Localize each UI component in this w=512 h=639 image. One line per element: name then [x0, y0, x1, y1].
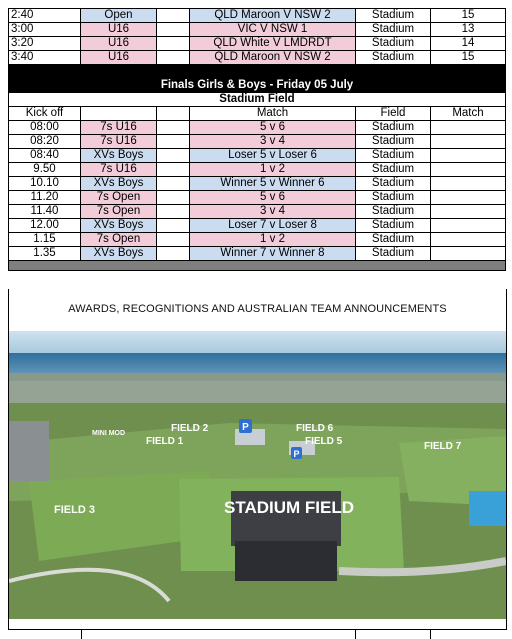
kickoff-time: 08:20 — [9, 135, 81, 149]
category: XVs Boys — [81, 219, 157, 233]
match-number — [431, 149, 506, 163]
blank-cell — [157, 51, 190, 65]
category: XVs Boys — [81, 177, 157, 191]
label-field-5: FIELD 5 — [305, 436, 343, 447]
blank-cell — [157, 163, 190, 177]
match-cell: Loser 5 v Loser 6 — [190, 149, 356, 163]
blank-cell — [157, 191, 190, 205]
match-number — [431, 121, 506, 135]
table-row — [9, 247, 506, 261]
match-cell: VIC V NSW 1 — [190, 23, 356, 37]
match-cell: Winner 7 v Winner 8 — [190, 247, 356, 261]
match-cell: QLD White V LMDRDT — [190, 37, 356, 51]
label-field-6: FIELD 6 — [296, 423, 334, 434]
match-cell: Loser 7 v Loser 8 — [190, 219, 356, 233]
match-cell: 5 v 6 — [190, 121, 356, 135]
category: 7s U16 — [81, 163, 157, 177]
header-field: Field — [356, 107, 431, 121]
match-number: 14 — [431, 37, 506, 51]
field-cell: Stadium — [356, 51, 431, 65]
match-number — [431, 191, 506, 205]
category: Open — [81, 9, 157, 23]
match-cell: 3 v 4 — [190, 205, 356, 219]
table-row — [9, 191, 506, 205]
column-tick — [81, 629, 82, 639]
label-field-1: FIELD 1 — [146, 436, 184, 447]
table-row — [9, 163, 506, 177]
blank-cell — [157, 205, 190, 219]
header-blank-2 — [157, 107, 190, 121]
finals-title: Finals Girls & Boys - Friday 05 July — [9, 79, 506, 93]
blank-cell — [157, 247, 190, 261]
kickoff-time: 11.40 — [9, 205, 81, 219]
spacer-bar — [9, 65, 506, 79]
category: U16 — [81, 37, 157, 51]
match-cell: 1 v 2 — [190, 163, 356, 177]
field-cell: Stadium — [356, 135, 431, 149]
kickoff-time: 2:40 — [9, 9, 81, 23]
header-match: Match — [190, 107, 356, 121]
match-number — [431, 233, 506, 247]
parking-label-1: P — [242, 422, 249, 433]
category: XVs Boys — [81, 149, 157, 163]
category: 7s Open — [81, 233, 157, 247]
category: 7s Open — [81, 205, 157, 219]
field-cell: Stadium — [356, 149, 431, 163]
kickoff-time: 9.50 — [9, 163, 81, 177]
header-match-2: Match — [431, 107, 506, 121]
table-row — [9, 23, 506, 37]
category: XVs Boys — [81, 247, 157, 261]
kickoff-time: 3:00 — [9, 23, 81, 37]
kickoff-time: 3:20 — [9, 37, 81, 51]
parking-label-2: P — [293, 449, 300, 459]
category: 7s U16 — [81, 135, 157, 149]
field-cell: Stadium — [356, 233, 431, 247]
match-cell: 3 v 4 — [190, 135, 356, 149]
column-tick — [355, 629, 356, 639]
category: U16 — [81, 23, 157, 37]
match-number: 13 — [431, 23, 506, 37]
match-number — [431, 163, 506, 177]
category: U16 — [81, 51, 157, 65]
match-cell: QLD Maroon V NSW 2 — [190, 9, 356, 23]
table-row — [9, 205, 506, 219]
table-row — [9, 51, 506, 65]
field-cell: Stadium — [356, 9, 431, 23]
blank-cell — [157, 177, 190, 191]
schedule-page — [8, 8, 505, 271]
table-row — [9, 135, 506, 149]
kickoff-time: 1.15 — [9, 233, 81, 247]
kickoff-time: 3:40 — [9, 51, 81, 65]
field-cell: Stadium — [356, 163, 431, 177]
match-number — [431, 135, 506, 149]
awards-section — [8, 289, 507, 630]
match-number — [431, 247, 506, 261]
kickoff-time: 1.35 — [9, 247, 81, 261]
blank-cell — [157, 23, 190, 37]
field-cell: Stadium — [356, 205, 431, 219]
schedule-table — [8, 8, 506, 271]
blank-cell — [157, 37, 190, 51]
blank-cell — [157, 9, 190, 23]
table-row — [9, 149, 506, 163]
finals-rows — [9, 121, 506, 261]
kickoff-time: 08:40 — [9, 149, 81, 163]
match-cell: 1 v 2 — [190, 233, 356, 247]
table-row — [9, 121, 506, 135]
kickoff-time: 08:00 — [9, 121, 81, 135]
top-rows — [9, 9, 506, 65]
kickoff-time: 12.00 — [9, 219, 81, 233]
field-cell: Stadium — [356, 191, 431, 205]
label-mini-mod: MINI MOD — [92, 430, 126, 437]
blank-cell — [157, 135, 190, 149]
finals-header — [9, 65, 506, 121]
field-cell: Stadium — [356, 177, 431, 191]
label-field-3: FIELD 3 — [54, 504, 95, 516]
match-number: 15 — [431, 51, 506, 65]
gray-divider — [9, 261, 506, 271]
aerial-map-svg — [9, 331, 506, 619]
blank-cell — [157, 149, 190, 163]
awards-heading: AWARDS, RECOGNITIONS AND AUSTRALIAN TEAM ANNOUNCEMENTS — [68, 303, 447, 315]
kickoff-time: 11.20 — [9, 191, 81, 205]
match-number: 15 — [431, 9, 506, 23]
table-row — [9, 219, 506, 233]
header-blank-1 — [81, 107, 157, 121]
field-cell: Stadium — [356, 247, 431, 261]
table-row — [9, 9, 506, 23]
table-row — [9, 233, 506, 247]
label-field-2: FIELD 2 — [171, 423, 209, 434]
blank-cell — [157, 121, 190, 135]
field-cell: Stadium — [356, 121, 431, 135]
field-cell: Stadium — [356, 219, 431, 233]
match-cell: 5 v 6 — [190, 191, 356, 205]
match-cell: QLD Maroon V NSW 2 — [190, 51, 356, 65]
blank-cell — [157, 219, 190, 233]
header-kickoff: Kick off — [9, 107, 81, 121]
blank-cell — [157, 233, 190, 247]
match-number — [431, 205, 506, 219]
match-number — [431, 219, 506, 233]
table-row — [9, 37, 506, 51]
category: 7s Open — [81, 191, 157, 205]
category: 7s U16 — [81, 121, 157, 135]
match-cell: Winner 5 v Winner 6 — [190, 177, 356, 191]
label-field-7: FIELD 7 — [424, 441, 462, 452]
column-tick — [430, 629, 431, 639]
aerial-venue-photo — [9, 331, 506, 619]
field-cell: Stadium — [356, 23, 431, 37]
venue-title: Stadium Field — [9, 93, 506, 107]
table-row — [9, 177, 506, 191]
label-stadium-field: STADIUM FIELD — [224, 498, 355, 517]
match-number — [431, 177, 506, 191]
field-cell: Stadium — [356, 37, 431, 51]
kickoff-time: 10.10 — [9, 177, 81, 191]
